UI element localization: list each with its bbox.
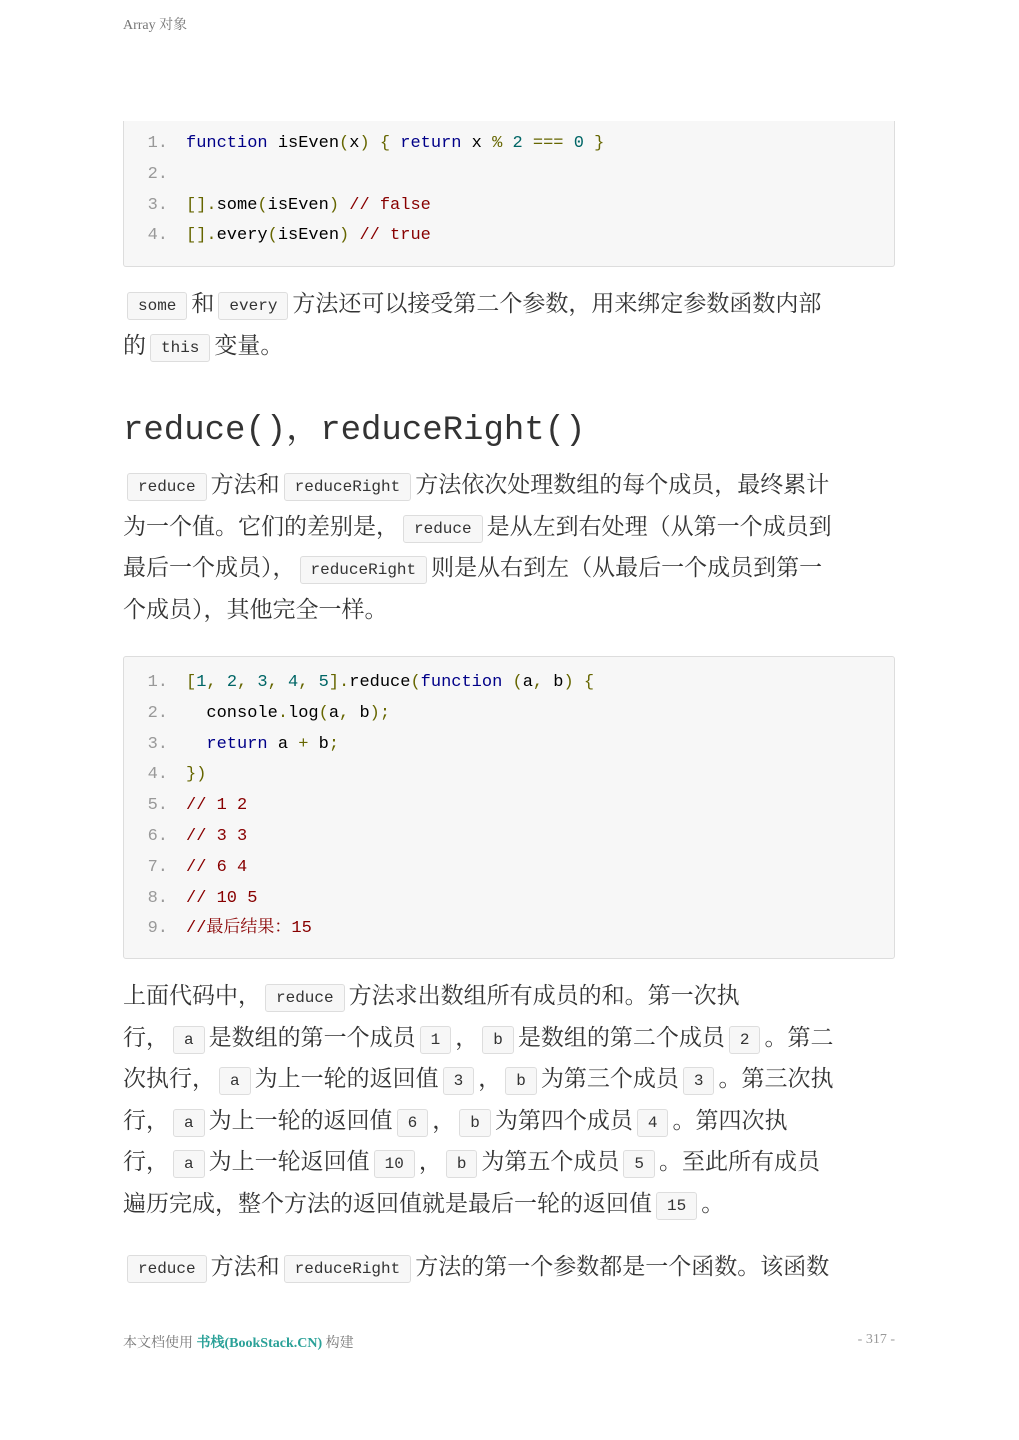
footer-credit xyxy=(123,1332,354,1352)
text-run: 变量。 xyxy=(214,332,284,359)
inline-code: 10 xyxy=(374,1150,415,1178)
inline-code: some xyxy=(127,292,187,320)
line-number: 7. xyxy=(147,857,168,877)
inline-code: reduceRight xyxy=(284,1255,412,1283)
text-run: 次执行， xyxy=(123,1066,215,1092)
footer-prefix: 本文档使用 xyxy=(123,1336,193,1351)
line-number: 5. xyxy=(147,796,168,816)
text-run: 。第四次执 xyxy=(672,1107,788,1134)
text-run: ， xyxy=(478,1066,502,1092)
text-run: 。 xyxy=(701,1190,725,1217)
code-line xyxy=(124,884,894,915)
paragraph-some-every-this xyxy=(123,284,895,367)
text-run: 行， xyxy=(123,1149,169,1175)
inline-code: a xyxy=(173,1026,205,1054)
line-number: 2. xyxy=(147,164,168,184)
text-run: 方法依次处理数组的每个成员，最终累计 xyxy=(415,472,830,498)
inline-code: 6 xyxy=(397,1109,429,1137)
section-heading: reduce()，reduceRight() xyxy=(123,412,586,450)
text-run: 上面代码中， xyxy=(123,983,261,1009)
text-run: 则是从右到左（从最后一个成员到第一 xyxy=(431,555,823,581)
inline-code: reduceRight xyxy=(300,556,428,584)
inline-code: reduce xyxy=(265,984,345,1012)
line-number: 3. xyxy=(147,734,168,754)
code-text: }) xyxy=(186,765,207,785)
code-line xyxy=(124,699,894,730)
inline-code: 15 xyxy=(656,1192,697,1220)
code-text: // 3 3 xyxy=(186,826,248,846)
code-block-reduce-example xyxy=(123,656,895,959)
code-text: //最后结果：15 xyxy=(186,919,312,939)
code-line xyxy=(124,914,894,945)
code-text: // 1 2 xyxy=(186,796,248,816)
inline-code: every xyxy=(218,292,288,320)
bookstack-link[interactable]: 书栈(BookStack.CN) xyxy=(196,1336,323,1351)
line-number: 9. xyxy=(147,919,168,939)
text-run: ， xyxy=(432,1107,456,1134)
paragraph-reduce-explanation xyxy=(123,976,895,1225)
code-text: return a + b; xyxy=(206,734,340,754)
running-header: Array 对象 xyxy=(123,18,188,33)
text-run: 。第三次执 xyxy=(718,1066,834,1092)
code-line xyxy=(124,221,894,252)
text-run: 和 xyxy=(191,291,215,317)
text-run: 为第四个成员 xyxy=(494,1107,633,1134)
text-run: 为上一轮返回值 xyxy=(208,1149,370,1175)
text-run: 行， xyxy=(123,1107,169,1134)
code-line xyxy=(124,760,894,791)
code-line xyxy=(124,160,894,191)
text-run: 方法求出数组所有成员的和。第一次执 xyxy=(348,983,740,1009)
line-number: 2. xyxy=(147,703,168,723)
code-text: function isEven(x) { return x % 2 === 0 } xyxy=(186,134,605,153)
text-run: 为上一轮的返回值 xyxy=(254,1066,439,1092)
text-run: ， xyxy=(455,1024,479,1051)
inline-code: a xyxy=(219,1067,251,1095)
inline-code: b xyxy=(505,1067,537,1095)
code-text: // 6 4 xyxy=(186,857,248,877)
inline-code: this xyxy=(150,334,210,362)
inline-code: reduceRight xyxy=(284,473,412,501)
inline-code: 1 xyxy=(420,1026,452,1054)
text-run: ， xyxy=(418,1149,442,1175)
text-run: 方法和 xyxy=(210,472,280,498)
code-line xyxy=(124,129,894,160)
inline-code: reduce xyxy=(127,473,207,501)
text-run: 行， xyxy=(123,1024,169,1051)
inline-code: 4 xyxy=(637,1109,669,1137)
text-run: 是从左到右处理（从第一个成员到 xyxy=(486,513,832,540)
code-line xyxy=(124,191,894,222)
code-text: [1, 2, 3, 4, 5].reduce(function (a, b) { xyxy=(186,673,595,692)
text-run: 。第二 xyxy=(764,1024,834,1051)
text-run: 最后一个成员）， xyxy=(123,555,296,581)
paragraph-reduce-intro xyxy=(123,465,895,631)
inline-code: a xyxy=(173,1109,205,1137)
text-run: 方法和 xyxy=(210,1254,280,1280)
text-run: 为上一轮的返回值 xyxy=(208,1107,393,1134)
code-text: // 10 5 xyxy=(186,888,258,908)
code-line xyxy=(124,853,894,884)
paragraph-reduce-arguments xyxy=(123,1247,895,1289)
inline-code: 3 xyxy=(443,1067,475,1095)
code-text: console.log(a, b); xyxy=(186,703,391,723)
line-number: 6. xyxy=(147,826,168,846)
text-run: 为一个值。它们的差别是， xyxy=(123,513,399,540)
text-run: 是数组的第二个成员 xyxy=(517,1024,725,1051)
text-run: 个成员），其他完全一样。 xyxy=(123,596,388,623)
line-number: 1. xyxy=(147,673,168,692)
inline-code: b xyxy=(482,1026,514,1054)
text-run: 为第五个成员 xyxy=(481,1149,620,1175)
text-run: 方法的第一个参数都是一个函数。该函数 xyxy=(415,1254,830,1280)
code-line xyxy=(124,791,894,822)
inline-code: b xyxy=(446,1150,478,1178)
line-number: 4. xyxy=(147,226,168,246)
text-run: 方法还可以接受第二个参数，用来绑定参数函数内部 xyxy=(292,291,822,317)
code-text: [].some(isEven) // false xyxy=(186,195,431,215)
code-line xyxy=(124,822,894,853)
line-number: 8. xyxy=(147,888,168,908)
text-run: 。至此所有成员 xyxy=(659,1149,821,1175)
code-text: [].every(isEven) // true xyxy=(186,226,431,246)
inline-code: 3 xyxy=(683,1067,715,1095)
text-run: 是数组的第一个成员 xyxy=(208,1024,416,1051)
line-number: 1. xyxy=(147,134,168,153)
inline-code: 5 xyxy=(623,1150,655,1178)
footer-suffix: 构建 xyxy=(325,1336,354,1351)
inline-code: b xyxy=(459,1109,491,1137)
text-run: 的 xyxy=(123,332,146,359)
text-run: 为第三个成员 xyxy=(540,1066,679,1092)
line-number: 4. xyxy=(147,765,168,785)
inline-code: reduce xyxy=(403,515,483,543)
inline-code: a xyxy=(173,1150,205,1178)
page-number: - 317 - xyxy=(857,1332,895,1347)
inline-code: reduce xyxy=(127,1255,207,1283)
line-number: 3. xyxy=(147,195,168,215)
inline-code: 2 xyxy=(729,1026,761,1054)
code-line xyxy=(124,730,894,761)
text-run: 遍历完成，整个方法的返回值就是最后一轮的返回值 xyxy=(123,1190,652,1217)
code-block-some-every xyxy=(123,121,895,267)
code-line xyxy=(124,668,894,699)
